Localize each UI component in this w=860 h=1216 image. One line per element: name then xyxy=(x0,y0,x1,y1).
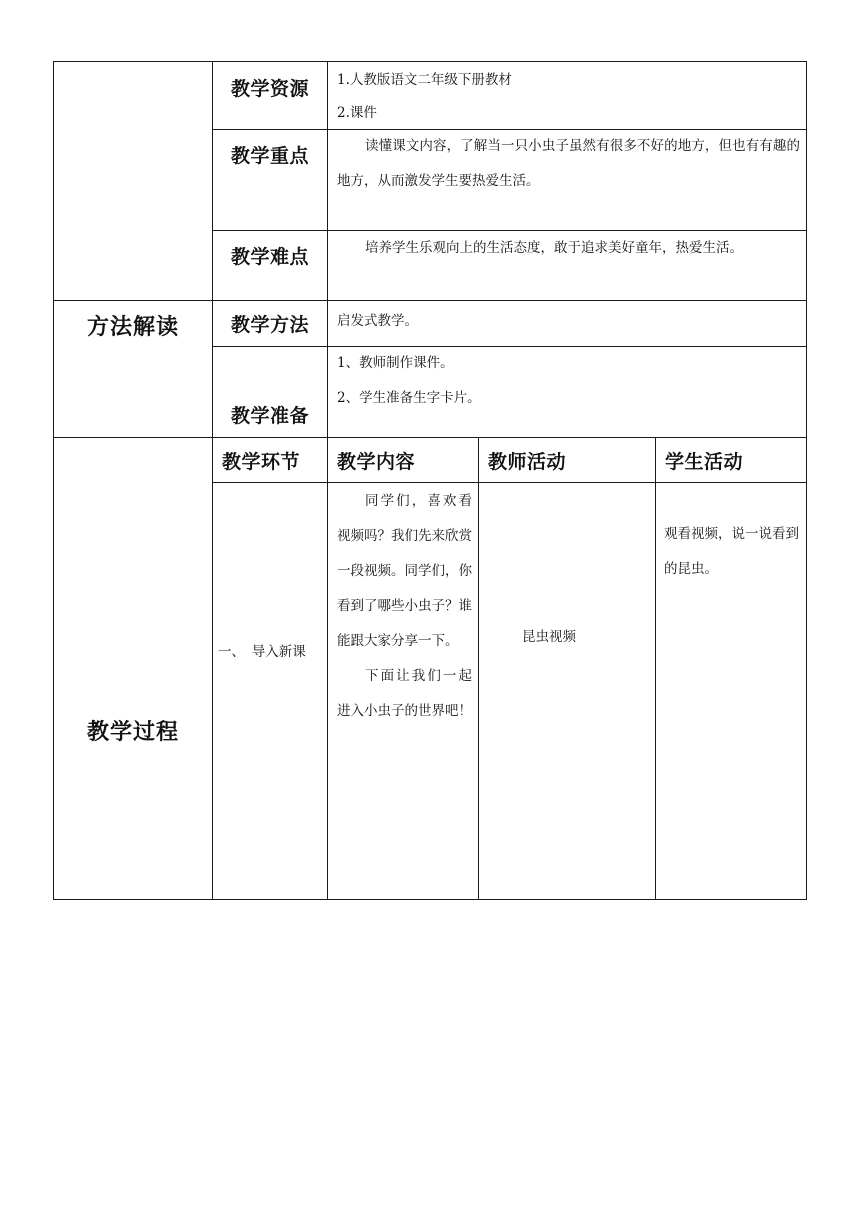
resource-item: 2.课件 xyxy=(337,105,377,121)
table-border-top xyxy=(53,61,807,62)
label-method: 教学方法 xyxy=(230,314,309,336)
label-difficulties: 教学难点 xyxy=(230,245,309,268)
column-divider xyxy=(655,437,656,900)
row-divider xyxy=(212,482,807,483)
label-key-points: 教学重点 xyxy=(230,144,309,167)
header-student-activity: 学生活动 xyxy=(665,450,744,473)
value-method: 启发式教学。 xyxy=(337,313,418,329)
table-border-bottom xyxy=(53,899,807,900)
row-divider xyxy=(212,346,807,347)
table-row-teacher-activity: 昆虫视频 xyxy=(522,629,576,645)
section-label-process: 教学过程 xyxy=(86,719,179,745)
table-border-right xyxy=(806,61,807,900)
column-divider xyxy=(212,61,213,900)
column-divider xyxy=(478,437,479,900)
table-row-content xyxy=(337,484,472,729)
header-teacher-activity: 教师活动 xyxy=(488,450,567,473)
value-difficulties: 培养学生乐观向上的生活态度，敢于追求美好童年，热爱生活。 xyxy=(365,240,743,256)
header-stage: 教学环节 xyxy=(222,450,301,473)
value-key-points: 读懂课文内容，了解当一只小虫子虽然有很多不好的地方，但也有有趣的地方，从而激发学生要热爱生活。 xyxy=(337,138,800,189)
content-paragraph: 下面让我们一起进入小虫子的世界吧！ xyxy=(337,668,472,719)
section-label-method: 方法解读 xyxy=(86,314,179,340)
value-preparation xyxy=(337,352,799,409)
label-resources: 教学资源 xyxy=(230,77,309,100)
label-preparation: 教学准备 xyxy=(230,405,309,427)
preparation-item: 2、学生准备生字卡片。 xyxy=(337,390,481,406)
header-content: 教学内容 xyxy=(337,450,416,473)
table-row-stage: 一、 导入新课 xyxy=(218,644,306,660)
content-paragraph: 同学们，喜欢看视频吗？我们先来欣赏一段视频。同学们，你看到了哪些小虫子？谁能跟大家分享一下。 xyxy=(337,493,472,649)
table-border-left xyxy=(53,61,54,900)
resource-item: 1.人教版语文二年级下册教材 xyxy=(337,72,512,88)
table-row-student-activity: 观看视频，说一说看到的昆虫。 xyxy=(664,526,799,577)
value-resources xyxy=(337,68,799,125)
column-divider xyxy=(327,61,328,900)
preparation-item: 1、教师制作课件。 xyxy=(337,355,454,371)
